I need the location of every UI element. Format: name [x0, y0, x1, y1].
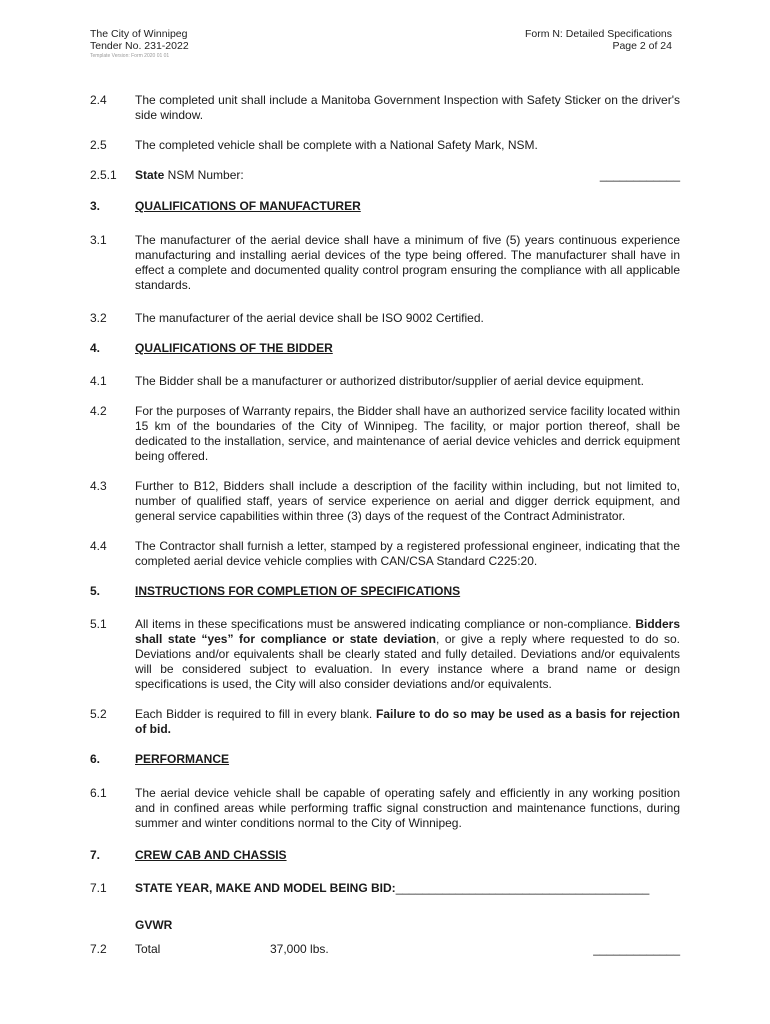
total-value: 37,000 lbs. — [270, 942, 329, 956]
section-3-1 — [90, 233, 680, 293]
text-part: , or give a reply where requested to do so. Deviations and/or equivalents shall be clearly stated and fully detailed. Deviations and/or equivalents will be considered subject to evaluation. In every instance where a brand name or design specifications is used, the City will also consider deviations and/or equivalents. — [135, 632, 680, 691]
section-text: The completed vehicle shall be complete with a National Safety Mark, NSM. — [135, 138, 538, 152]
section-number: 4. — [90, 341, 101, 355]
form-title: Form N: Detailed Specifications — [524, 28, 672, 40]
section-number: 5. — [90, 584, 101, 598]
text-part: All items in these specifications must be answered indicating compliance or non-compliance. — [135, 617, 636, 631]
section-number: 3.2 — [90, 311, 107, 325]
section-number: 2.4 — [90, 93, 107, 107]
section-number: 5.2 — [90, 707, 107, 721]
section-number: 3. — [90, 199, 101, 213]
total-label: Total — [135, 942, 161, 956]
section-text: The completed unit shall include a Manitoba Government Inspection with Safety Sticker on the driver's side window. — [135, 93, 680, 122]
section-3-heading — [90, 199, 680, 214]
section-2-5-1 — [90, 168, 680, 183]
page-number: Page 2 of 24 — [612, 40, 672, 52]
nsm-label: NSM Number: — [164, 168, 244, 182]
section-number: 6.1 — [90, 786, 107, 800]
section-5-2 — [90, 707, 680, 737]
section-text: The aerial device vehicle shall be capable of operating safely and efficiently in any working position and in confined areas while performing traffic signal construction and maintenance functions, during summer and winter conditions normal to the City of Winnipeg. — [135, 786, 680, 830]
section-title: QUALIFICATIONS OF THE BIDDER — [135, 341, 333, 355]
section-number: 7.1 — [90, 881, 107, 895]
bold-instruction: Bidders shall state “yes” for compliance or state deviation — [135, 617, 680, 646]
section-text: For the purposes of Warranty repairs, the Bidder shall have an authorized service facility located within 15 km of the boundaries of the City of Winnipeg. The facility, or major portion thereof, shall be dedicated to the installation, service, and maintenance of aerial device vehicles and derrick equipment being offered. — [135, 404, 680, 463]
template-version: Template Version: Form 2020 01 01 — [90, 53, 170, 59]
section-number: 5.1 — [90, 617, 107, 631]
section-text: Further to B12, Bidders shall include a description of the facility within including, but not limited to, number of qualified staff, years of service experience on aerial and digger derrick equipment, and general service capabilities within three (3) days of the request of the Contract Administrator. — [135, 479, 680, 523]
section-4-heading — [90, 341, 680, 356]
text-part: Each Bidder is required to fill in every blank. — [135, 707, 377, 721]
tender-number: Tender No. 231-2022 — [90, 40, 189, 52]
section-number: 6. — [90, 752, 101, 766]
section-text: The manufacturer of the aerial device shall have a minimum of five (5) years continuous experience manufacturing and installing aerial devices of the type being offered. The manufacturer shall have in effect a complete and documented quality control program ensuring the compliance with all applicable standards. — [135, 233, 680, 292]
section-text — [135, 707, 680, 737]
section-text: The Contractor shall furnish a letter, stamped by a registered professional engineer, indicating that the completed aerial device vehicle complies with CAN/CSA Standard C225:20. — [135, 539, 680, 568]
section-text: The manufacturer of the aerial device shall be ISO 9002 Certified. — [135, 311, 484, 325]
section-number: 4.3 — [90, 479, 107, 493]
section-text — [135, 168, 680, 183]
gvwr-heading — [90, 918, 680, 933]
section-7-heading — [90, 848, 680, 863]
section-title: PERFORMANCE — [135, 752, 230, 766]
section-number: 2.5 — [90, 138, 107, 152]
section-title: INSTRUCTIONS FOR COMPLETION OF SPECIFICATIONS — [135, 584, 461, 598]
section-5-heading — [90, 584, 680, 599]
section-number: 7. — [90, 848, 101, 862]
section-3-2 — [90, 311, 680, 326]
section-2-4 — [90, 93, 680, 123]
year-make-model-blank[interactable]: ______________________________________ — [395, 881, 650, 895]
section-title: CREW CAB AND CHASSIS — [135, 848, 287, 862]
section-4-3 — [90, 479, 680, 524]
section-7-1 — [90, 881, 680, 896]
year-make-model-label: STATE YEAR, MAKE AND MODEL BEING BID: — [135, 881, 396, 895]
nsm-number-blank[interactable]: ____________ — [599, 168, 680, 182]
section-number: 4.2 — [90, 404, 107, 418]
section-4-1 — [90, 374, 680, 389]
section-4-2 — [90, 404, 680, 464]
gvwr-label: GVWR — [135, 918, 173, 932]
section-4-4 — [90, 539, 680, 569]
section-number: 4.1 — [90, 374, 107, 388]
section-number: 2.5.1 — [90, 168, 117, 182]
org-name: The City of Winnipeg — [90, 28, 188, 40]
section-text — [135, 617, 680, 692]
section-text: The Bidder shall be a manufacturer or authorized distributor/supplier of aerial device equipment. — [135, 374, 644, 388]
section-6-1 — [90, 786, 680, 831]
header-right — [525, 28, 672, 52]
section-2-5 — [90, 138, 680, 153]
section-number: 4.4 — [90, 539, 107, 553]
section-text — [135, 881, 680, 896]
state-label: State — [135, 168, 165, 182]
section-number: 7.2 — [90, 942, 107, 956]
section-title: QUALIFICATIONS OF MANUFACTURER — [135, 199, 361, 213]
total-blank[interactable]: _____________ — [593, 942, 680, 956]
section-6-heading — [90, 752, 680, 767]
section-number: 3.1 — [90, 233, 107, 247]
header-left — [90, 28, 189, 60]
bold-warning: Failure to do so may be used as a basis for rejection of bid. — [135, 707, 680, 736]
section-5-1 — [90, 617, 680, 692]
